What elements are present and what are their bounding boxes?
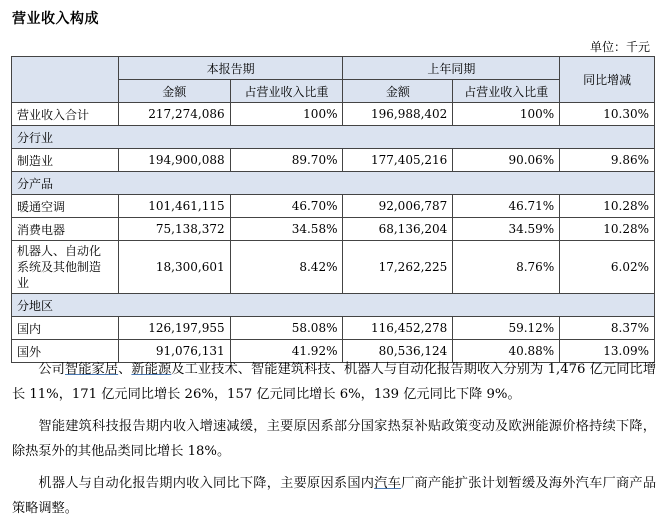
row-label: 国外 — [12, 340, 119, 363]
cell-prior-amount: 17,262,225 — [343, 241, 453, 294]
cell-current-amount: 101,461,115 — [118, 195, 230, 218]
row-label: 制造业 — [12, 149, 119, 172]
section-row-industry — [12, 126, 655, 149]
text-run: 及工业技术、智能建筑科技、机器人与自动化报告期收入分别为 1,476 亿元同比增长 11%，171 亿元同比增长 26%，157 亿元同比增长 6%，139 亿元同比下降 9%。 — [12, 362, 657, 402]
header-ratio: 占营业收入比重 — [453, 80, 560, 103]
cell-prior-amount: 68,136,204 — [343, 218, 453, 241]
text-run: 厂商产能扩张计划暂缓及海外汽车厂商产品策略调整。 — [12, 476, 657, 516]
header-amount: 金额 — [343, 80, 453, 103]
link-automobile[interactable]: 汽车 — [374, 476, 402, 491]
table-row-domestic — [12, 317, 655, 340]
revenue-table — [11, 56, 655, 363]
unit-label: 单位：千元 — [589, 40, 650, 54]
section-label: 分产品 — [12, 172, 655, 195]
section-row-product — [12, 172, 655, 195]
text-run: 机器人与自动化报告期内收入同比下降，主要原因系国内 — [38, 476, 375, 491]
row-label: 暖通空调 — [12, 195, 119, 218]
cell-current-amount: 217,274,086 — [118, 103, 230, 126]
cell-current-ratio: 8.42% — [230, 241, 343, 294]
cell-current-amount: 75,138,372 — [118, 218, 230, 241]
cell-prior-amount: 116,452,278 — [343, 317, 453, 340]
header-blank — [12, 57, 119, 103]
section-label: 分行业 — [12, 126, 655, 149]
paragraph-robotics — [12, 471, 656, 521]
cell-current-ratio: 46.70% — [230, 195, 343, 218]
cell-current-amount: 91,076,131 — [118, 340, 230, 363]
table-row-robots — [12, 241, 655, 294]
cell-prior-ratio: 8.76% — [453, 241, 560, 294]
cell-current-ratio: 100% — [230, 103, 343, 126]
cell-yoy: 8.37% — [560, 317, 655, 340]
cell-yoy: 10.30% — [560, 103, 655, 126]
cell-current-amount: 194,900,088 — [118, 149, 230, 172]
cell-prior-ratio: 90.06% — [453, 149, 560, 172]
cell-prior-amount: 177,405,216 — [343, 149, 453, 172]
table-row-consumer — [12, 218, 655, 241]
paragraph-building-tech: 智能建筑科技报告期内收入增速减缓，主要原因系部分国家热泵补贴政策变动及欧洲能源价格持续下降，除热泵外的其他品类同比增长 18%。 — [12, 419, 656, 459]
cell-prior-ratio: 46.71% — [453, 195, 560, 218]
cell-yoy: 9.86% — [560, 149, 655, 172]
cell-prior-amount: 80,536,124 — [343, 340, 453, 363]
section-label: 分地区 — [12, 294, 655, 317]
text-run: 公司 — [38, 362, 65, 377]
paragraph-segment-revenue — [12, 357, 656, 407]
cell-prior-ratio: 34.59% — [453, 218, 560, 241]
row-label: 营业收入合计 — [12, 103, 119, 126]
header-yoy: 同比增减 — [560, 57, 655, 103]
section-row-region — [12, 294, 655, 317]
table-header-row-1 — [12, 57, 655, 80]
cell-yoy: 10.28% — [560, 218, 655, 241]
cell-prior-amount: 92,006,787 — [343, 195, 453, 218]
cell-current-ratio: 41.92% — [230, 340, 343, 363]
cell-prior-amount: 196,988,402 — [343, 103, 453, 126]
cell-current-ratio: 89.70% — [230, 149, 343, 172]
cell-current-amount: 126,197,955 — [118, 317, 230, 340]
cell-yoy: 10.28% — [560, 195, 655, 218]
cell-current-ratio: 34.58% — [230, 218, 343, 241]
cell-current-amount: 18,300,601 — [118, 241, 230, 294]
cell-prior-ratio: 40.88% — [453, 340, 560, 363]
link-new-energy[interactable]: 新能源 — [131, 362, 172, 377]
row-label: 国内 — [12, 317, 119, 340]
table-row-hvac — [12, 195, 655, 218]
header-amount: 金额 — [118, 80, 230, 103]
cell-yoy: 13.09% — [560, 340, 655, 363]
link-smart-home[interactable]: 智能家居 — [64, 362, 119, 377]
cell-yoy: 6.02% — [560, 241, 655, 294]
table-row-manufacturing — [12, 149, 655, 172]
row-label: 消费电器 — [12, 218, 119, 241]
header-ratio: 占营业收入比重 — [230, 80, 343, 103]
table-row-total — [12, 103, 655, 126]
cell-prior-ratio: 100% — [453, 103, 560, 126]
cell-prior-ratio: 59.12% — [453, 317, 560, 340]
section-title: 营业收入构成 — [12, 11, 99, 27]
commentary — [12, 357, 656, 528]
row-label: 机器人、自动化系统及其他制造业 — [12, 241, 119, 294]
cell-current-ratio: 58.08% — [230, 317, 343, 340]
text-run: 、 — [118, 362, 132, 377]
header-current-period: 本报告期 — [118, 57, 343, 80]
header-prior-period: 上年同期 — [343, 57, 560, 80]
